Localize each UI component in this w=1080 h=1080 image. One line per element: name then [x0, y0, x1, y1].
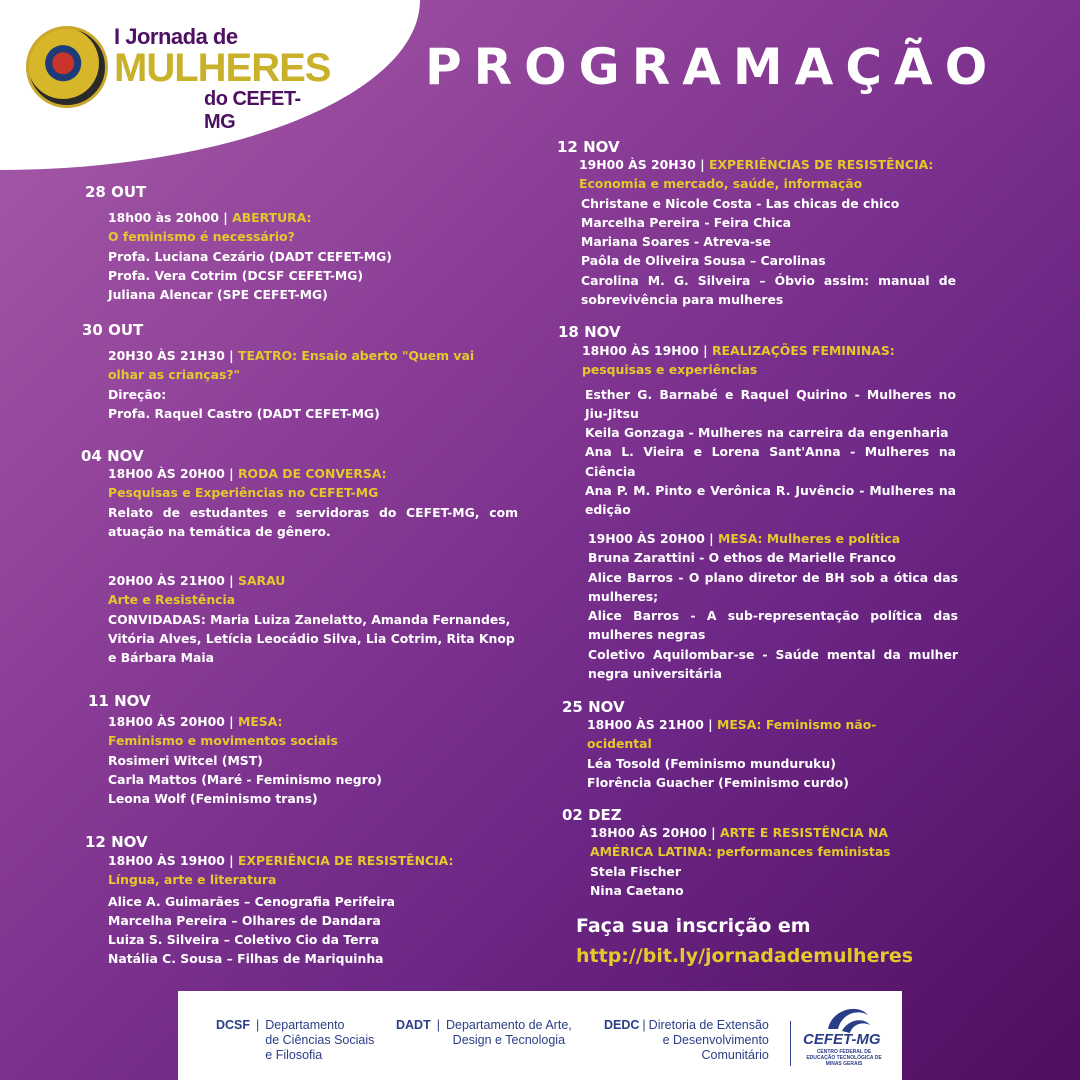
- event-time: 18H00 ÀS 19H00 |: [108, 853, 239, 868]
- date-11-nov: 11 NOV: [88, 692, 151, 710]
- dadt-abbr: DADT: [396, 1018, 431, 1032]
- dedc-name-line: Diretoria de Extensão: [648, 1018, 769, 1032]
- event-logo: [26, 24, 331, 133]
- event-experiencia-lingua: [108, 851, 518, 969]
- event-title: ARTE E RESISTÊNCIA NA: [720, 825, 888, 840]
- event-title: REALIZAÇÕES FEMININAS:: [712, 343, 895, 358]
- event-teatro: [108, 346, 518, 423]
- event-time: 20H00 ÀS 21H00 |: [108, 573, 239, 588]
- event-subtitle: O feminismo é necessário?: [108, 229, 295, 245]
- event-time: 18H00 ÀS 20H00 |: [108, 466, 239, 481]
- event-title: MESA: Feminismo não-: [717, 717, 877, 732]
- speaker: Rosimeri Witcel (MST): [108, 752, 263, 768]
- cefet-name: CEFET-MG: [803, 1031, 881, 1048]
- date-12-nov-right: 12 NOV: [557, 138, 620, 156]
- event-time: 18H00 ÀS 20H00 |: [108, 714, 239, 729]
- dedc-name-line: Comunitário: [701, 1048, 769, 1062]
- event-time: 18H00 ÀS 21H00 |: [587, 717, 718, 732]
- dedc-name-line: e Desenvolvimento: [662, 1033, 769, 1047]
- event-arte-america-latina: [590, 823, 960, 900]
- speaker: Profa. Vera Cotrim (DCSF CEFET-MG): [108, 267, 364, 283]
- footer-dcsf: DCSF | Departamento de Ciências Sociais e Filosofia: [216, 1018, 375, 1062]
- dcsf-abbr: DCSF: [216, 1018, 251, 1032]
- event-roda-de-conversa: [108, 464, 518, 541]
- date-12-nov-left: 12 NOV: [85, 833, 148, 851]
- event-subtitle: olhar as crianças?": [108, 367, 241, 383]
- dcsf-name-line: de Ciências Sociais: [265, 1033, 375, 1047]
- speaker: Alice Barros - A sub-representação política das mulheres negras: [588, 608, 958, 643]
- event-experiencias-economia: [579, 155, 956, 309]
- speaker: Coletivo Aquilombar-se - Saúde mental da mulher negra universitária: [588, 646, 958, 682]
- event-time: 18H00 ÀS 20H00 |: [590, 825, 721, 840]
- logo-line-1: I Jornada de: [114, 24, 238, 49]
- event-mesa-movimentos: [108, 712, 518, 808]
- event-subtitle: Pesquisas e Experiências no CEFET-MG: [108, 485, 379, 501]
- event-time: 19H00 ÀS 20H30 |: [579, 157, 710, 172]
- event-time: 18h00 às 20h00 |: [108, 210, 233, 225]
- date-25-nov: 25 NOV: [562, 698, 625, 716]
- date-28-out: 28 OUT: [85, 183, 147, 201]
- logo-photo-icon: [26, 26, 108, 108]
- event-title: EXPERIÊNCIAS DE RESISTÊNCIA:: [709, 157, 934, 172]
- speaker: Keila Gonzaga - Mulheres na carreira da engenharia: [585, 425, 949, 441]
- speaker: Profa. Luciana Cezário (DADT CEFET-MG): [108, 248, 392, 264]
- speaker: Christane e Nicole Costa - Las chicas de chico: [581, 195, 900, 211]
- speaker: Luiza S. Silveira – Coletivo Cio da Terra: [108, 932, 380, 948]
- event-subtitle: AMÉRICA LATINA: performances feministas: [590, 844, 891, 860]
- event-title: MESA: Mulheres e política: [718, 531, 901, 546]
- speaker: Florência Guacher (Feminismo curdo): [587, 774, 849, 790]
- event-title: SARAU: [238, 573, 286, 588]
- speaker: Paôla de Oliveira Sousa – Carolinas: [581, 253, 826, 269]
- speaker: Juliana Alencar (SPE CEFET-MG): [108, 287, 328, 303]
- speaker: Mariana Soares - Atreva-se: [581, 234, 771, 250]
- logo-line-3: do CEFET-MG: [204, 88, 301, 133]
- event-subtitle: Economia e mercado, saúde, informação: [579, 176, 863, 192]
- speaker: Alice Barros - O plano diretor de BH sob a ótica das mulheres;: [588, 569, 958, 604]
- speaker: Ana L. Vieira e Lorena Sant'Anna - Mulheres na Ciência: [585, 444, 956, 479]
- event-sarau: [108, 571, 519, 667]
- date-30-out: 30 OUT: [82, 321, 144, 339]
- footer-dadt: DADT | Departamento de Arte, Design e Tecnologia: [396, 1018, 572, 1047]
- dcsf-name-line: Departamento: [265, 1018, 345, 1032]
- event-subtitle: Arte e Resistência: [108, 592, 236, 608]
- event-subtitle: pesquisas e experiências: [582, 362, 758, 378]
- event-mesa-nao-ocidental: [587, 715, 957, 792]
- speaker: Esther G. Barnabé e Raquel Quirino - Mulheres no Jiu-Jitsu: [585, 386, 956, 421]
- event-description: CONVIDADAS: Maria Luiza Zanelatto, Amanda Fernandes, Vitória Alves, Letícia Leocádio Silva, Lia Cotrim, Rita Knop e Bárbara Maia: [108, 611, 515, 666]
- footer-dedc: DEDC | Diretoria de Extensão e Desenvolvimento Comunitário: [604, 1018, 769, 1062]
- speaker: Leona Wolf (Feminismo trans): [108, 791, 318, 807]
- event-time: 20H30 ÀS 21H30 |: [108, 348, 239, 363]
- speaker: Alice A. Guimarães – Cenografia Perifeira: [108, 893, 395, 909]
- speaker: Bruna Zarattini - O ethos de Marielle Franco: [588, 550, 896, 566]
- event-title: ABERTURA:: [232, 210, 312, 225]
- dcsf-name-line: e Filosofia: [265, 1048, 323, 1062]
- speaker: Direção:: [108, 386, 167, 402]
- date-04-nov: 04 NOV: [81, 447, 144, 465]
- footer-institutions: [178, 991, 902, 1080]
- speaker: Marcelha Pereira - Feira Chica: [581, 214, 792, 230]
- event-mesa-politica: [588, 529, 958, 683]
- speaker: Nina Caetano: [590, 882, 684, 898]
- event-title: RODA DE CONVERSA:: [238, 466, 387, 481]
- speaker: Marcelha Pereira – Olhares de Dandara: [108, 912, 381, 928]
- event-title: EXPERIÊNCIA DE RESISTÊNCIA:: [238, 853, 454, 868]
- event-abertura: [108, 208, 408, 304]
- cefet-subtitle: CENTRO FEDERAL DE EDUCAÇÃO TECNOLÓGICA DE MINAS GERAIS: [806, 1049, 882, 1067]
- event-time: 19H00 ÀS 20H00 |: [588, 531, 719, 546]
- event-subtitle: Língua, arte e literatura: [108, 872, 277, 888]
- event-description: Relato de estudantes e servidoras do CEFET-MG, com atuação na temática de gênero.: [108, 504, 518, 539]
- event-subtitle: Feminismo e movimentos sociais: [108, 733, 338, 749]
- event-subtitle: ocidental: [587, 736, 652, 752]
- signup-link[interactable]: http://bit.ly/jornadademulheres: [576, 945, 914, 967]
- event-time: 18H00 ÀS 19H00 |: [582, 343, 713, 358]
- event-title: MESA:: [238, 714, 283, 729]
- dedc-abbr: DEDC: [604, 1018, 640, 1032]
- event-title: TEATRO: Ensaio aberto "Quem vai: [238, 348, 475, 363]
- date-18-nov: 18 NOV: [558, 323, 621, 341]
- speaker: Carolina M. G. Silveira – Óbvio assim: manual de sobrevivência para mulheres: [581, 272, 956, 308]
- date-02-dez: 02 DEZ: [562, 806, 622, 824]
- speaker: Léa Tosold (Feminismo munduruku): [587, 755, 836, 771]
- speaker: Natália C. Sousa – Filhas de Mariquinha: [108, 951, 384, 967]
- dadt-name-line: Design e Tecnologia: [452, 1033, 566, 1047]
- speaker: Carla Mattos (Maré - Feminismo negro): [108, 771, 382, 787]
- speaker: Profa. Raquel Castro (DADT CEFET-MG): [108, 405, 380, 421]
- event-realizacoes-femininas: [582, 341, 956, 520]
- signup-heading: Faça sua inscrição em: [576, 915, 811, 937]
- dadt-name-line: Departamento de Arte,: [445, 1018, 572, 1032]
- footer-divider: [790, 1021, 791, 1066]
- page-title: PROGRAMAÇÃO: [425, 38, 1000, 96]
- speaker: Ana P. M. Pinto e Verônica R. Juvêncio - Mulheres na edição: [585, 483, 956, 518]
- speaker: Stela Fischer: [590, 863, 681, 879]
- logo-line-2: MULHERES: [114, 46, 331, 90]
